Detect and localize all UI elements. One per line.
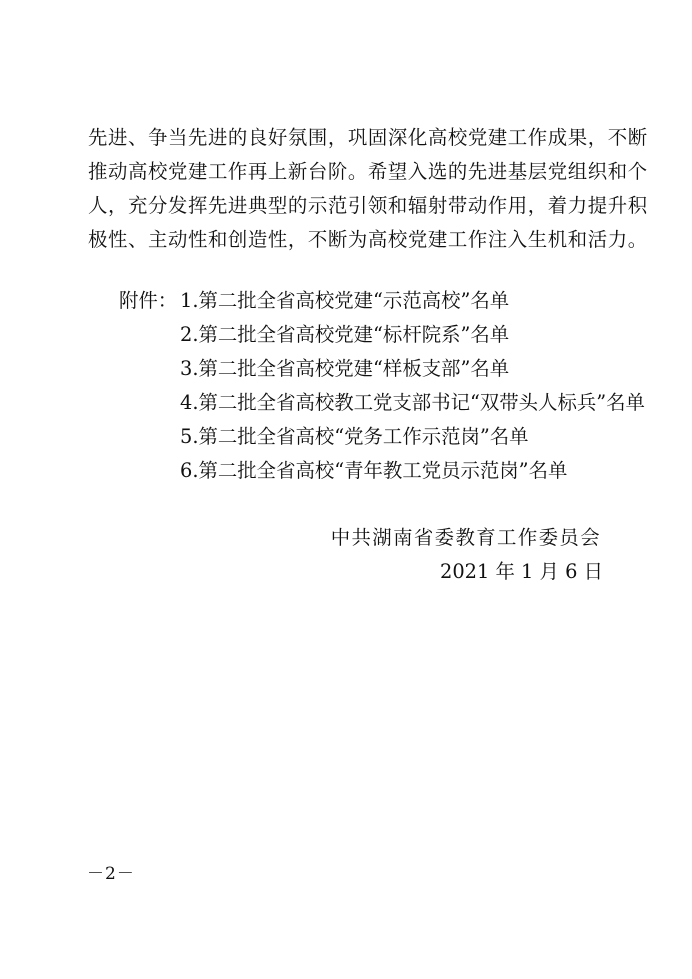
attachment-item: 6.第二批全省高校“青年教工党员示范岗”名单	[180, 459, 568, 482]
body-line: 极性、主动性和创造性，不断为高校党建工作注入生机和活力。	[88, 228, 648, 251]
attachment-item: 2.第二批全省高校党建“标杆院系”名单	[180, 323, 510, 346]
page-number: －2－	[87, 864, 135, 884]
attachments-label: 附件：	[119, 289, 178, 312]
issuing-organization: 中共湖南省委教育工作委员会	[330, 526, 601, 549]
attachment-item: 4.第二批全省高校教工党支部书记“双带头人标兵”名单	[180, 391, 645, 414]
attachment-item: 5.第二批全省高校“党务工作示范岗”名单	[180, 425, 529, 448]
body-paragraph	[88, 121, 648, 257]
attachment-item: 3.第二批全省高校党建“样板支部”名单	[180, 357, 510, 380]
signature-block	[331, 521, 603, 589]
body-line: 先进、争当先进的良好氛围，巩固深化高校党建工作成果，不断	[88, 126, 648, 149]
issue-date: 2021 年 1 月 6 日	[439, 560, 603, 583]
body-line: 人，充分发挥先进典型的示范引领和辐射带动作用，着力提升积	[88, 194, 648, 217]
body-line: 推动高校党建工作再上新台阶。希望入选的先进基层党组织和个	[88, 160, 648, 183]
attachment-item: 1.第二批全省高校党建“示范高校”名单	[180, 289, 510, 312]
